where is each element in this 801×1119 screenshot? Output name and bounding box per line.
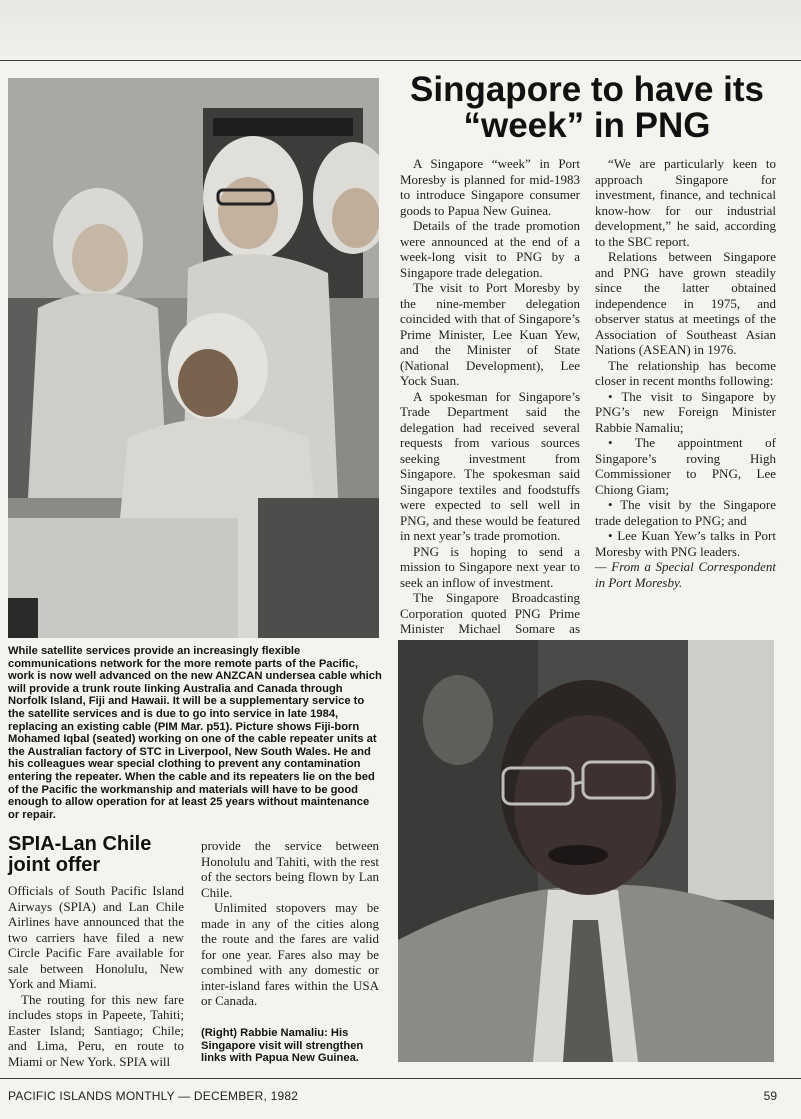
article-column-2	[595, 156, 776, 590]
cable-factory-photo	[8, 78, 379, 638]
article-paragraph: “We are particularly keen to approach Singapore for investment, finance, and technical know-how for our industrial development,” he said, according to the SBC report.	[595, 156, 776, 249]
article-paragraph: Details of the trade promotion were announced at the end of a week-long visit to PNG by a Singapore trade delegation.	[400, 218, 580, 280]
article-paragraph: A spokesman for Singapore’s Trade Department said the delegation had received several requests from various sources seeking investment from Singapore. The spokesman said Singapore textiles and foodstuffs were expected to sell well in PNG, and these would be featured in next year’s trade promotion.	[400, 388, 580, 543]
article-paragraph: A Singapore “week” in Port Moresby is planned for mid-1983 to introduce Singapore consumer goods to Papua New Guinea.	[400, 156, 580, 218]
bleed-through-header	[0, 0, 801, 56]
spia-column-1	[8, 883, 184, 1069]
article-bullet: • Lee Kuan Yew’s talks in Port Moresby with PNG leaders.	[595, 528, 776, 559]
article-headline: Singapore to have its “week” in PNG	[410, 70, 764, 145]
bottom-divider	[0, 1078, 801, 1079]
article-paragraph: The relationship has become closer in recent months following:	[595, 357, 776, 388]
article-byline: — From a Special Correspondent in Port Moresby.	[595, 559, 776, 590]
article-bullet: • The visit to Singapore by PNG’s new Foreign Minister Rabbie Namaliu;	[595, 388, 776, 435]
namaliu-portrait-photo	[398, 640, 774, 1062]
spia-paragraph: provide the service between Honolulu and Tahiti, with the rest of the sectors being flown by Lan Chile.	[201, 838, 379, 900]
article-paragraph: The visit to Port Moresby by the nine-member delegation coincided with that of Singapore’s Prime Minister, Lee Kuan Yew, and the Minister of State (National Development), Lee Yock Suan.	[400, 280, 580, 388]
page-number: 59	[763, 1089, 777, 1103]
article-bullet: • The visit by the Singapore trade delegation to PNG; and	[595, 497, 776, 528]
spia-paragraph: The routing for this new fare includes stops in Papeete, Tahiti; Easter Island; Santiago; Chile; and Lima, Peru, en route to Miami or New York. SPIA will	[8, 991, 184, 1069]
top-divider	[0, 60, 801, 61]
footer-publication: PACIFIC ISLANDS MONTHLY — DECEMBER, 1982	[8, 1089, 299, 1103]
article-paragraph: PNG is hoping to send a mission to Singapore next year to seek an inflow of investment.	[400, 543, 580, 590]
article-bullet: • The appointment of Singapore’s roving High Commissioner to PNG, Lee Chiong Giam;	[595, 435, 776, 497]
spia-paragraph: Officials of South Pacific Island Airways (SPIA) and Lan Chile Airlines have announced that the two carriers have filed a new Circle Pacific Fare available for sale between Honolulu, New York and Miami.	[8, 883, 184, 991]
spia-column-2	[201, 838, 379, 1009]
article-column-1	[400, 156, 580, 683]
photo-caption-top: While satellite services provide an increasingly flexible communications network for the more remote parts of the Pacific, work is now well advanced on the new ANZCAN undersea cable which will provide a trunk route linking Australia and Canada through Norfolk Island, Fiji and Hawaii. It will be a supplementary service to the satellite services and is due to go into service in late 1984, replacing an existing cable (PIM Mar. p51). Picture shows Fiji-born Mohamed Iqbal (seated) working on one of the cable repeater units at the Australian factory of STC in Liverpool, New South Wales. He and his colleagues wear special clothing to prevent any contamination entering the repeater. When the cable and its repeaters lie on the bed of the Pacific the workmanship and materials will have to be good enough to allow operation for at least 25 years without maintenance or repair.	[8, 645, 382, 821]
article-paragraph: Relations between Singapore and PNG have grown steadily since the latter obtained independence in 1975, and observer status at meetings of the Association of Southeast Asian Nations (ASEAN) in 1976.	[595, 249, 776, 357]
article-paragraph: The Singapore Broadcasting Corporation quoted PNG Prime Minister Michael Somare as	[400, 590, 580, 636]
spia-paragraph: Unlimited stopovers may be made in any of the cities along the route and the fares are valid for one year. Fares also may be combined with any domestic or inter-island fares within the USA or Canada.	[201, 900, 379, 1008]
photo-caption-right: (Right) Rabbie Namaliu: His Singapore visit will strengthen links with Papua New Guinea.	[201, 1027, 364, 1065]
spia-headline: SPIA-Lan Chile joint offer	[8, 833, 152, 876]
